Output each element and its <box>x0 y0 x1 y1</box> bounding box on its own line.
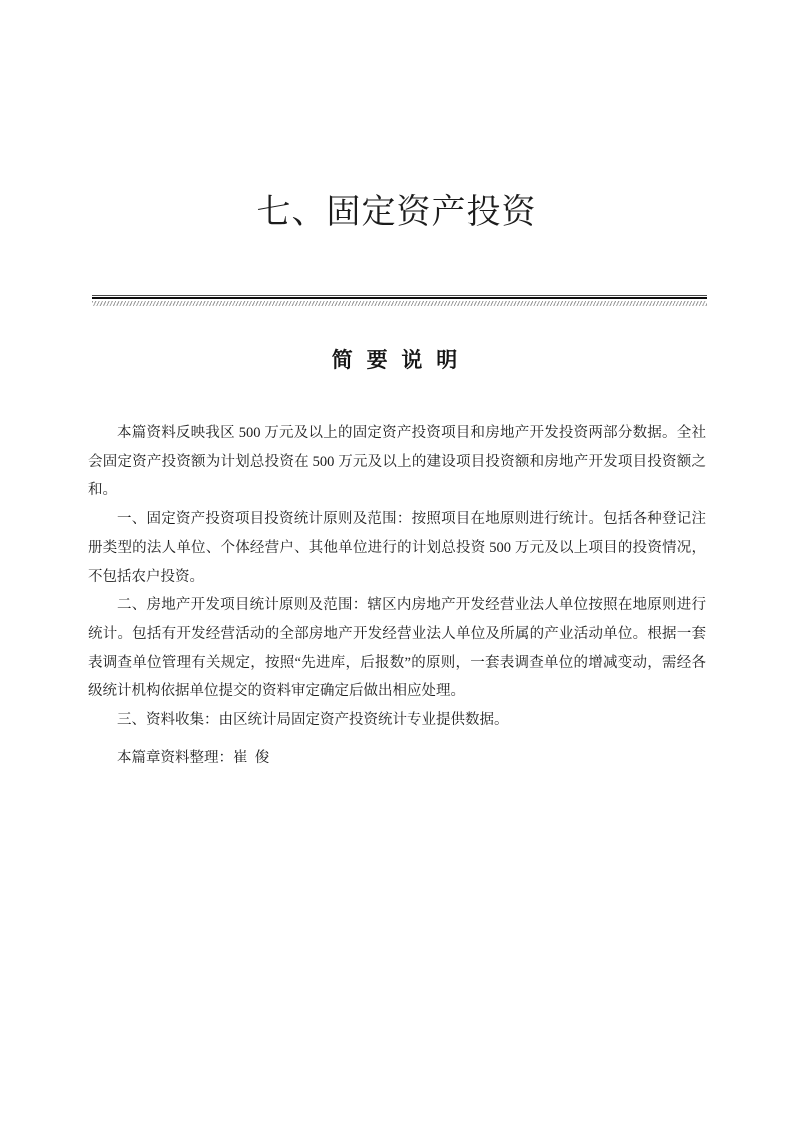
body-text-block <box>88 419 706 772</box>
divider-hatch-band <box>92 301 707 306</box>
chapter-title: 七、固定资产投资 <box>256 194 537 231</box>
paragraph-overview: 本篇资料反映我区 500 万元及以上的固定资产投资项目和房地产开发投资两部分数据。全社会固定资产投资额为计划总投资在 500 万元及以上的建设项目投资额和房地产开发项目投资额之和。 <box>88 425 706 499</box>
section-divider <box>92 295 707 306</box>
divider-solid-line <box>92 297 707 299</box>
paragraph-data-collection: 三、资料收集：由区统计局固定资产投资统计专业提供数据。 <box>117 712 509 729</box>
compiler-note: 本篇章资料整理：崔 俊 <box>117 749 270 766</box>
divider-thin-line <box>92 295 707 296</box>
paragraph-real-estate-scope: 二、房地产开发项目统计原则及范围：辖区内房地产开发经营业法人单位按照在地原则进行统计。包括有开发经营活动的全部房地产开发经营业法人单位及所属的产业活动单位。根据一套表调查单位管理有关规定，按照“先进库，后报数”的原则，一套表调查单位的增减变动，需经各级统计机构依据单位提交的资料审定确定后做出相应处理。 <box>88 597 706 700</box>
paragraph-fixed-asset-scope: 一、固定资产投资项目投资统计原则及范围：按照项目在地原则进行统计。包括各种登记注册类型的法人单位、个体经营户、其他单位进行的计划总投资 500 万元及以上项目的投资情况，不包括农户投资。 <box>88 511 706 585</box>
brief-description-heading: 简 要 说 明 <box>331 349 462 372</box>
